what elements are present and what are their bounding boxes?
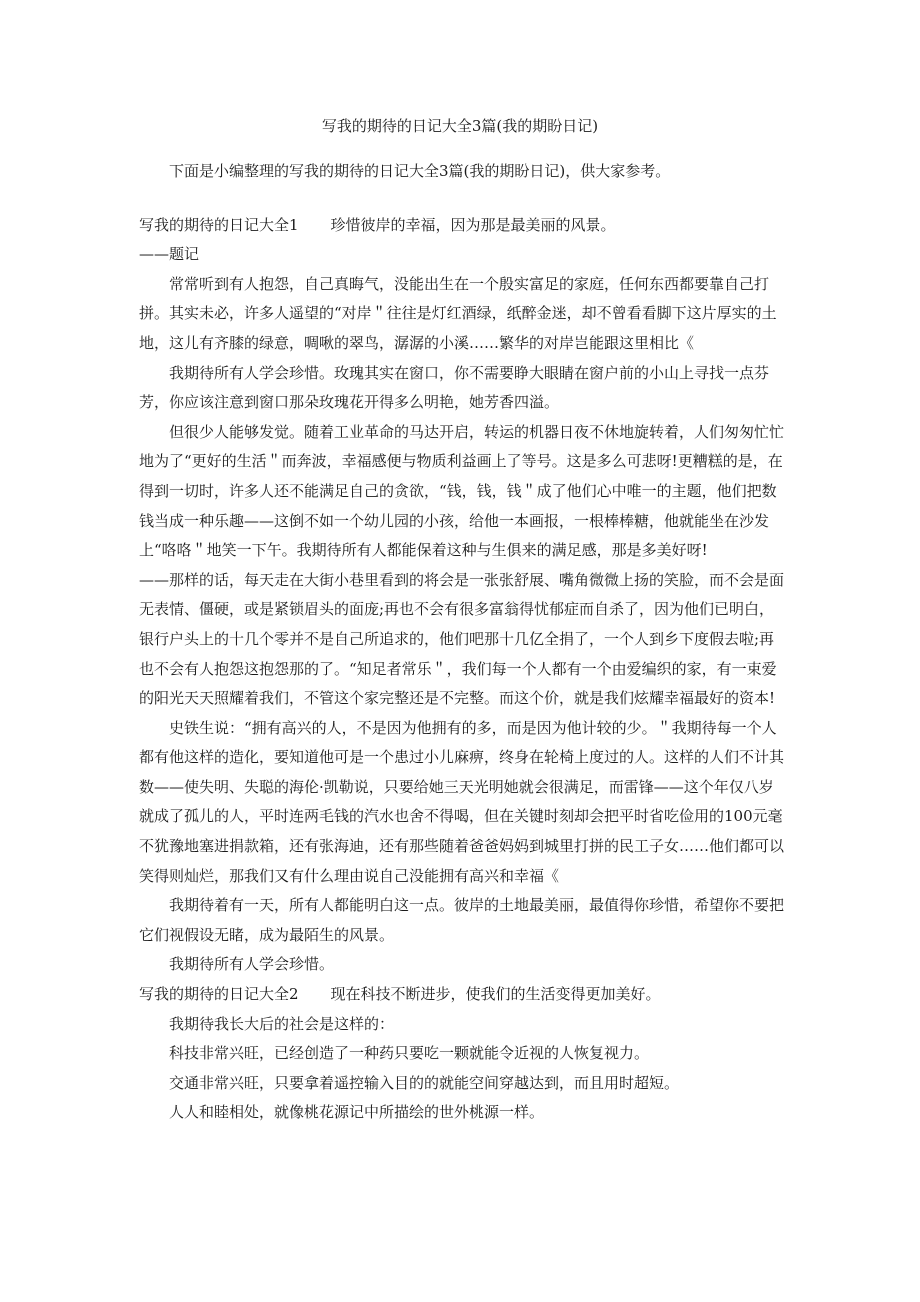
section-1-heading: 写我的期待的日记大全1 xyxy=(139,215,299,234)
section-1-heading-line xyxy=(139,211,787,241)
section-2-paragraph-2: 科技非常兴旺，已经创造了一种药只要吃一颗就能令近视的人恢复视力。 xyxy=(169,1044,650,1063)
section-2-heading-line xyxy=(139,980,787,1010)
section-2-paragraph-1: 我期待我长大后的社会是这样的： xyxy=(169,1014,395,1033)
section-1-epigraph: ——题记 xyxy=(139,245,200,264)
section-1-paragraph-3: 但很少人能够发觉。随着工业革命的马达开启，转运的机器日夜不休地旋转着，人们匆匆忙忙地为了“更好的生活＂而奔波，幸福感便与物质利益画上了等号。这是多么可悲呀!更糟糕的是，在得到一切时，许多人还不能满足自己的贪欲，“钱，钱，钱＂成了他们心中唯一的主题，他们把数钱当成一种乐趣——这倒不如一个幼儿园的小孩，给他一本画报，一根棒棒糖，他就能坐在沙发上“咯咯＂地笑一下午。我期待所有人都能保着这种与生俱来的满足感，那是多美好呀! xyxy=(139,422,785,560)
section-1-paragraph-1: 常常听到有人抱怨，自己真晦气，没能出生在一个殷实富足的家庭，任何东西都要靠自己打拼。其实未必，许多人遥望的“对岸＂往往是灯红酒绿，纸醉金迷，却不曾看看脚下这片厚实的土地，这儿有齐膝的绿意，啁啾的翠鸟，潺潺的小溪……繁华的对岸岂能跟这里相比《 xyxy=(139,274,777,352)
document-body xyxy=(139,157,787,1128)
section-2-paragraph-4: 人人和睦相处，就像桃花源记中所描绘的世外桃源一样。 xyxy=(169,1103,545,1122)
intro-paragraph: 下面是小编整理的写我的期待的日记大全3篇(我的期盼日记)，供大家参考。 xyxy=(169,162,671,180)
document-title: 写我的期待的日记大全3篇(我的期盼日记) xyxy=(321,117,599,135)
section-1-paragraph-2: 我期待所有人学会珍惜。玫瑰其实在窗口，你不需要睁大眼睛在窗户前的小山上寻找一点芬芳，你应该注意到窗口那朵玫瑰花开得多么明艳，她芳香四溢。 xyxy=(139,363,770,412)
section-1-paragraph-7: 我期待所有人学会珍惜。 xyxy=(169,955,335,974)
section-1-paragraph-6: 我期待着有一天，所有人都能明白这一点。彼岸的土地最美丽，最值得你珍惜，希望你不要把它们视假设无睹，成为最陌生的风景。 xyxy=(139,896,785,944)
section-1-paragraph-5: 史铁生说：“拥有高兴的人，不是因为他拥有的多，而是因为他计较的少。＂我期待每一个人都有他这样的造化，要知道他可是一个患过小儿麻痹，终身在轮椅上度过的人。这样的人们不计其数——使失明、失聪的海伦·凯勒说，只要给她三天光明她就会很满足，而雷锋——这个年仅八岁就成了孤儿的人，平时连两毛钱的汽水也舍不得喝，但在关键时刻却会把平时省吃俭用的100元毫不犹豫地塞进捐款箱，还有张海迪，还有那些随着爸爸妈妈到城里打拼的民工子女……他们都可以笑得则灿烂，那我们又有什么理由说自己没能拥有高兴和幸福《 xyxy=(139,718,785,885)
section-2-heading-text: 现在科技不断进步，使我们的生活变得更加美好。 xyxy=(330,985,661,1004)
section-1-paragraph-4: ——那样的话，每天走在大街小巷里看到的将会是一张张舒展、嘴角微微上扬的笑脸，而不会是面无表情、僵硬，或是紧锁眉头的面庞;再也不会有很多富翁得忧郁症而自杀了，因为他们已明白，银行户头上的十几个零并不是自己所追求的，他们吧那十几亿全捐了，一个人到乡下度假去啦;再也不会有人抱怨这抱怨那的了。“知足者常乐＂，我们每一个人都有一个由爱编织的家，有一束爱的阳光天天照耀着我们，不管这个家完整还是不完整。而这个价，就是我们炫耀幸福最好的资本! xyxy=(139,570,785,708)
section-1-heading-text: 珍惜彼岸的幸福，因为那是最美丽的风景。 xyxy=(330,215,616,234)
section-2-paragraph-3: 交通非常兴旺，只要拿着遥控输入目的的就能空间穿越达到，而且用时超短。 xyxy=(169,1073,680,1092)
section-2-heading: 写我的期待的日记大全2 xyxy=(139,985,299,1004)
